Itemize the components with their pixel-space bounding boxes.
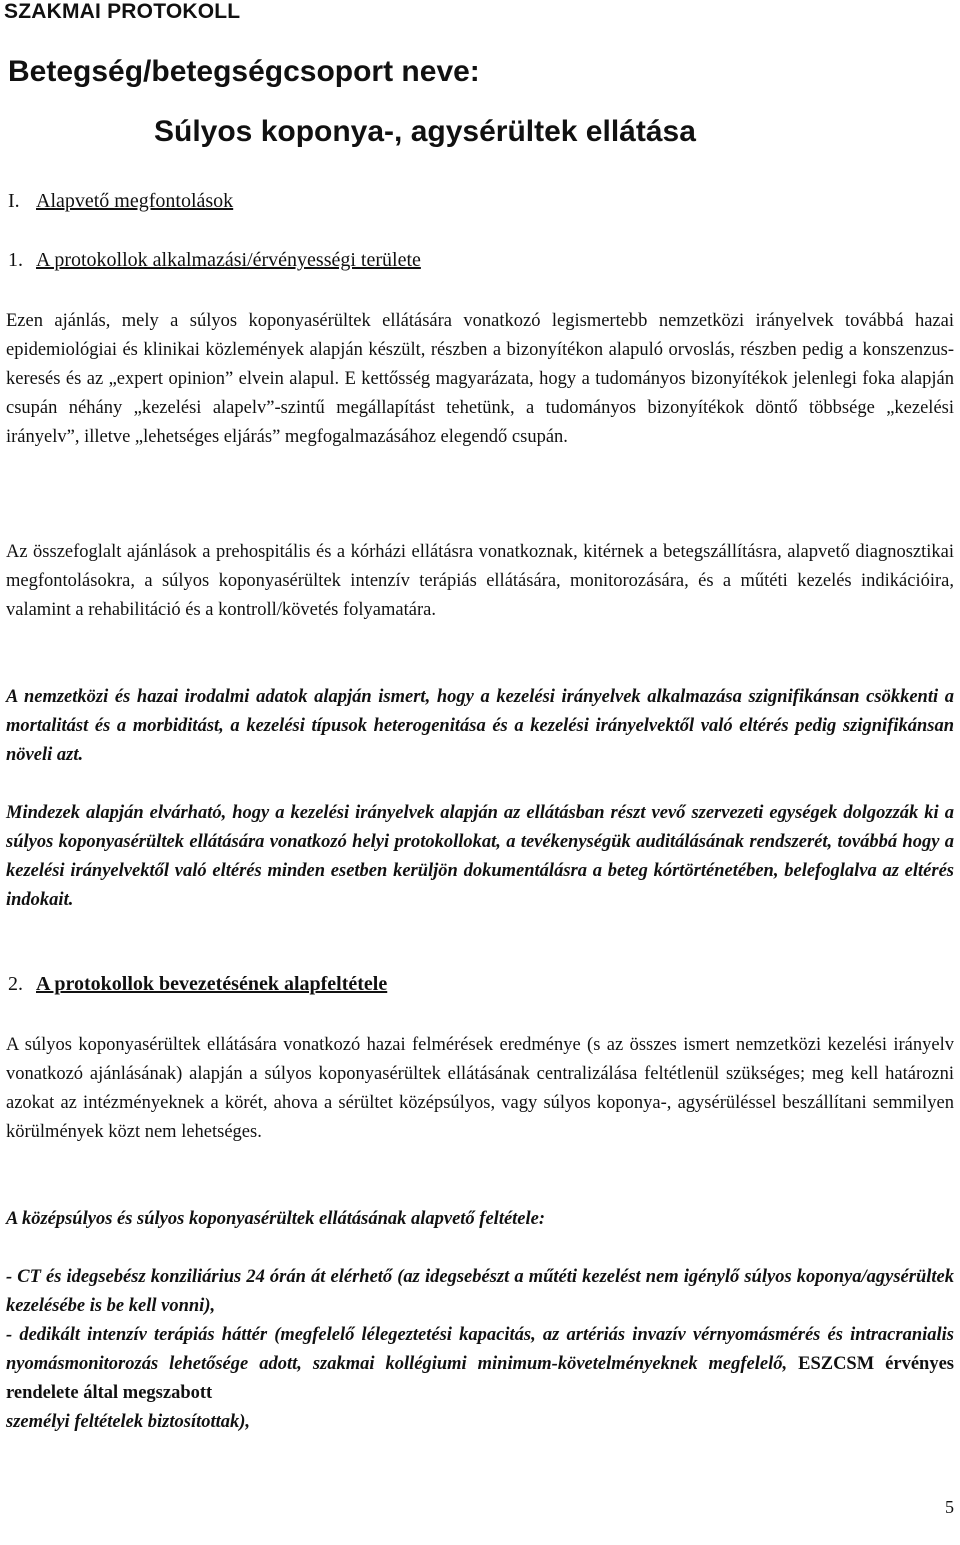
subsection-title: A protokollok bevezetésének alapfeltétele [36, 973, 388, 995]
list-item-intensive-care [6, 1321, 954, 1437]
subsection-title: A protokollok alkalmazási/érvényességi területe [36, 249, 421, 271]
list-item-ct-neurosurgeon: - CT és idegsebész konziliárius 24 órán át elérhető (az idegsebészt a műtéti kezelést nem igénylő súlyos koponya/agysérültek kezelésébe is be kell vonni), [6, 1267, 954, 1316]
page-number: 5 [945, 1497, 954, 1517]
list-item-text: - dedikált intenzív terápiás háttér (megfelelő lélegeztetési kapacitás, az artériás invazív vérnyomásmérés és intracranialis nyomásmonitorozás lehetősége adott, szakmai kollégiumi minimum-követelményeknek megfelelő, [6, 1325, 954, 1374]
paragraph-basic-condition-heading: A középsúlyos és súlyos koponyasérültek ellátásának alapvető feltétele: [6, 1209, 546, 1229]
disease-group-name: Súlyos koponya-, agysérültek ellátása [154, 115, 696, 148]
document-header-title: SZAKMAI PROTOKOLL [4, 0, 241, 23]
paragraph-centralization: A súlyos koponyasérültek ellátására vonatkozó hazai felmérések eredménye (s az összes ismert nemzetközi kezelési irányelv vonatkozó ajánlásának) alapján a súlyos koponyasérültek ellátásának centralizálása feltétlenül szükséges; meg kell határozni azokat az intézményeknek a körét, ahova a sérültet középsúlyos, vagy súlyos koponya-, agysérüléssel beszállítani semmilyen körülmények közt nem lehetséges. [6, 1035, 954, 1142]
subsection-heading-1 [8, 249, 421, 272]
disease-group-label: Betegség/betegségcsoport neve: [8, 55, 480, 88]
paragraph-recommendations: Az összefoglalt ajánlások a prehospitális és a kórházi ellátásra vonatkoznak, kitérnek a betegszállításra, alapvető diagnosztikai megfontolásokra, a súlyos koponyasérültek intenzív terápiás ellátására, monitorozására, és a műtéti kezelés indikációira, valamint a rehabilitáció és a kontroll/követés folyamatára. [6, 542, 954, 620]
subsection-number: 1. [8, 249, 23, 271]
paragraph-literature: A nemzetközi és hazai irodalmi adatok alapján ismert, hogy a kezelési irányelvek alkalmazása szignifikánsan csökkenti a mortalitást és a morbiditást, a kezelési típusok heterogenitása és a kezelési irányelvektől való eltérés pedig szignifikánsan növeli azt. [6, 687, 954, 765]
list-item-regulation-text: ESZCSM érvényes rendelete által megszabott [6, 1354, 954, 1403]
paragraph-scope: Ezen ajánlás, mely a súlyos koponyasérültek ellátására vonatkozó legismertebb nemzetközi irányelvek továbbá hazai epidemiológiai és klinikai közlemények alapján készült, részben a bizonyítékon alapuló orvoslás, részben pedig a konszenzus-keresés és az „expert opinion” elvein alapul. E kettősség magyarázata, hogy a tudományos bizonyítékok jelenlegi foka alapján csupán néhány „kezelési alapelv”-szintű megállapítást tehetünk, a tudományos bizonyítékok döntő többsége „kezelési irányelv”, illetve „lehetséges eljárás” megfogalmazásához elegendő csupán. [6, 311, 954, 447]
section-number: I. [8, 190, 20, 212]
section-heading-I [8, 190, 233, 213]
subsection-number: 2. [8, 973, 23, 995]
paragraph-expectations: Mindezek alapján elvárható, hogy a kezelési irányelvek alapján az ellátásban részt vevő szervezeti egységek dolgozzák ki a súlyos koponyasérültek ellátására vonatkozó helyi protokollokat, a tevékenységük auditálásának rendszerét, továbbá hogy a kezelési irányelvektől való eltérés minden esetben kerüljön dokumentálásra a beteg kórtörténetében, belefoglalva az eltérés indokait. [6, 803, 954, 910]
list-item-text-end: személyi feltételek biztosítottak), [6, 1412, 251, 1432]
subsection-heading-2 [8, 973, 387, 996]
section-title: Alapvető megfontolások [36, 190, 234, 212]
